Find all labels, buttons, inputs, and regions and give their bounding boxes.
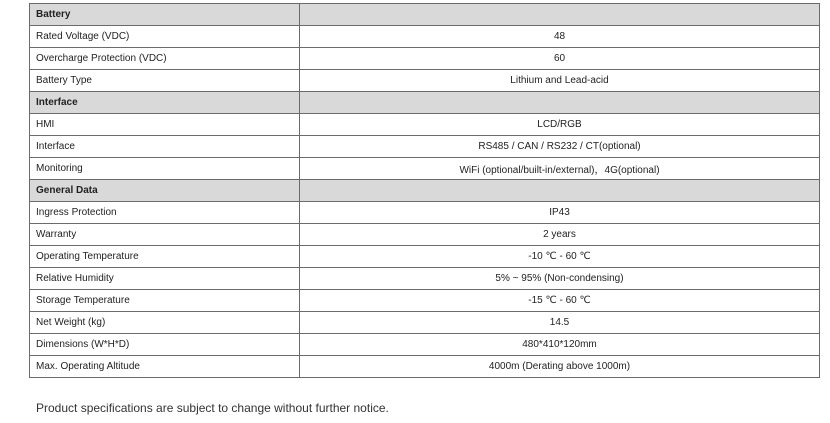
table-row: [30, 246, 820, 268]
spec-label: Net Weight (kg): [30, 312, 300, 334]
spec-label: Battery Type: [30, 70, 300, 92]
footnote: Product specifications are subject to change without further notice.: [36, 401, 389, 415]
spec-label: Operating Temperature: [30, 246, 300, 268]
spec-label: Max. Operating Altitude: [30, 356, 300, 378]
spec-value: 5% ~ 95% (Non-condensing): [300, 268, 820, 290]
section-header-interface: [30, 92, 820, 114]
table-row: [30, 290, 820, 312]
section-header-general-data: [30, 180, 820, 202]
spec-value: WiFi (optional/built-in/external)，4G(optional): [300, 158, 820, 180]
spec-label: Storage Temperature: [30, 290, 300, 312]
spec-label: Rated Voltage (VDC): [30, 26, 300, 48]
section-title: General Data: [30, 180, 300, 202]
table-row: [30, 158, 820, 180]
spec-label: Relative Humidity: [30, 268, 300, 290]
section-blank: [300, 180, 820, 202]
spec-value: IP43: [300, 202, 820, 224]
spec-label: Warranty: [30, 224, 300, 246]
spec-label: Overcharge Protection (VDC): [30, 48, 300, 70]
spec-label: Monitoring: [30, 158, 300, 180]
section-blank: [300, 4, 820, 26]
spec-label: Interface: [30, 136, 300, 158]
table-row: [30, 136, 820, 158]
spec-value: 480*410*120mm: [300, 334, 820, 356]
spec-table: [29, 3, 820, 378]
table-row: [30, 268, 820, 290]
spec-value: RS485 / CAN / RS232 / CT(optional): [300, 136, 820, 158]
spec-value: 2 years: [300, 224, 820, 246]
spec-label: Dimensions (W*H*D): [30, 334, 300, 356]
spec-value: -15 ℃ - 60 ℃: [300, 290, 820, 312]
section-title: Interface: [30, 92, 300, 114]
spec-value: 60: [300, 48, 820, 70]
spec-label: HMI: [30, 114, 300, 136]
spec-label: Ingress Protection: [30, 202, 300, 224]
spec-value: LCD/RGB: [300, 114, 820, 136]
table-row: [30, 312, 820, 334]
spec-value: 14.5: [300, 312, 820, 334]
spec-value: 4000m (Derating above 1000m): [300, 356, 820, 378]
table-row: [30, 114, 820, 136]
table-row: [30, 70, 820, 92]
section-blank: [300, 92, 820, 114]
section-header-battery: [30, 4, 820, 26]
table-row: [30, 26, 820, 48]
table-row: [30, 224, 820, 246]
section-title: Battery: [30, 4, 300, 26]
spec-value: Lithium and Lead-acid: [300, 70, 820, 92]
table-row: [30, 334, 820, 356]
table-row: [30, 202, 820, 224]
spec-value: 48: [300, 26, 820, 48]
table-row: [30, 356, 820, 378]
table-row: [30, 48, 820, 70]
spec-value: -10 ℃ - 60 ℃: [300, 246, 820, 268]
